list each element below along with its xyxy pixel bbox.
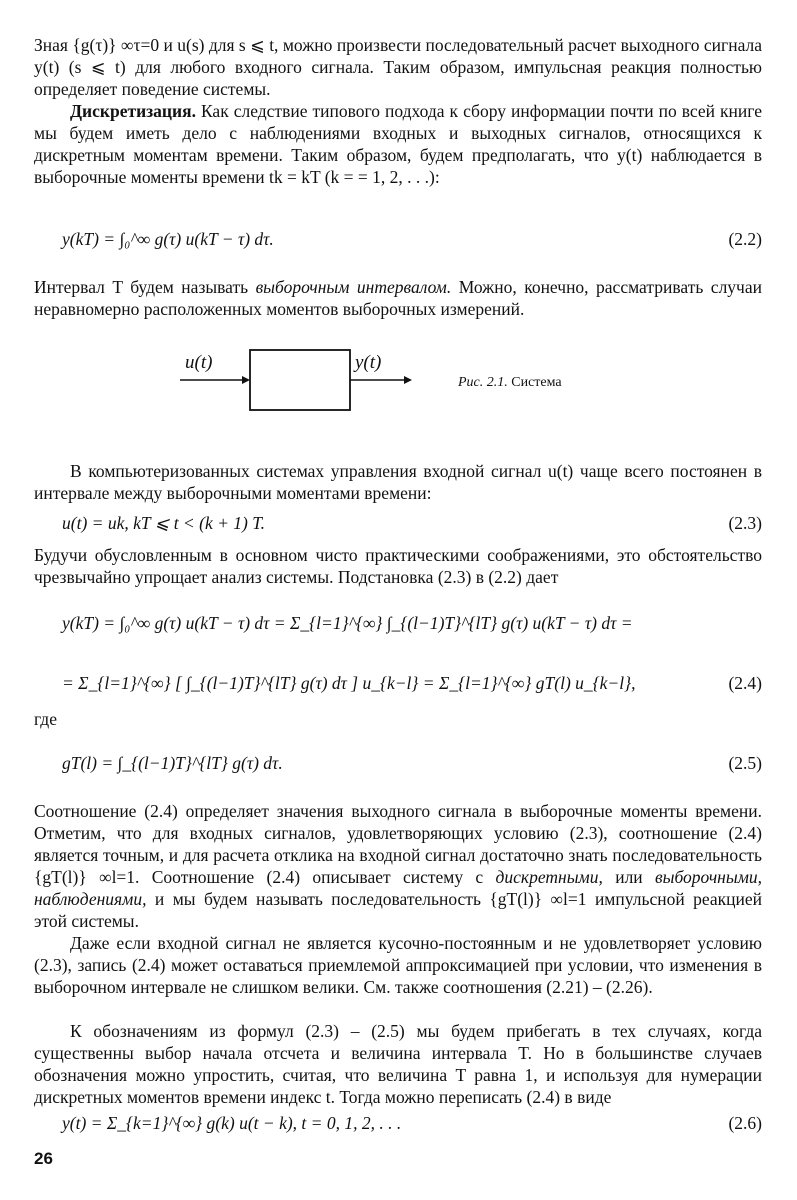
- paragraph-relation-2-4-b: и мы будем называть последовательность {gT(l)} ∞l=1 импульсной реакцией этой системы.: [34, 889, 762, 931]
- page-number: 26: [34, 1149, 53, 1168]
- equation-2-4-line-1: [62, 612, 762, 642]
- paragraph-notation: К обозначениям из формул (2.3) – (2.5) мы будем прибегать в тех случаях, когда существенны выбор начала отсчета и величина интервала T. Но в большинстве случаев обозначения можно упростить, считая, что величина T равна 1, и используя для нумерации дискретных моментов времени индекс t. Тогда можно переписать (2.4) в виде: [34, 1021, 762, 1107]
- paragraph-substitution: Будучи обусловленным в основном чисто практическими соображениями, это обстоятельство чрезвычайно упрощает анализ системы. Подстановка (2.3) в (2.2) дает: [34, 545, 762, 587]
- equation-2-5: [62, 752, 762, 782]
- system-block: [250, 350, 350, 410]
- equation-2-4-line-2: [62, 672, 762, 702]
- output-arrow-head: [404, 376, 412, 384]
- equation-2-4-number: (2.4): [728, 673, 762, 693]
- equation-2-3: [62, 512, 762, 542]
- paragraph-impulse-response: Зная {g(τ)} ∞τ=0 и u(s) для s ⩽ t, можно произвести последовательный расчет выходного сигнала y(t) (s ⩽ t) для любого входного сигнала. Таким образом, импульсная реакция полностью определяет поведение системы.: [34, 35, 762, 99]
- heading-discretization: Дискретизация.: [70, 101, 196, 121]
- figure-caption-prefix: Рис. 2.1.: [458, 375, 508, 390]
- input-arrow-head: [242, 376, 250, 384]
- equation-2-4-line-2-formula: = Σ_{l=1}^{∞} [ ∫_{(l−1)T}^{lT} g(τ) dτ ] u_{k−l} = Σ_{l=1}^{∞} gT(l) u_{k−l},: [62, 673, 636, 693]
- paragraph-sampling-interval-a: Интервал T будем называть: [34, 277, 249, 297]
- paragraph-relation-2-4: [34, 800, 762, 932]
- equation-2-6: [62, 1112, 762, 1142]
- equation-2-5-number: (2.5): [728, 753, 762, 773]
- input-signal-label: u(t): [185, 352, 213, 373]
- figure-caption-text: Система: [511, 375, 562, 390]
- equation-2-2-number: (2.2): [728, 229, 762, 249]
- paragraph-sampling-interval-b: Можно, конечно, рассматривать случаи неравномерно расположенных моментов выборочных измерений.: [34, 277, 762, 319]
- equation-2-3-formula: u(t) = uk, kT ⩽ t < (k + 1) T.: [62, 513, 266, 533]
- term-sampled-observations: выборочными, наблюдениями,: [34, 867, 763, 909]
- equation-2-5-formula: gT(l) = ∫_{(l−1)T}^{lT} g(τ) dτ.: [62, 753, 283, 773]
- word-or: или: [615, 867, 643, 887]
- paragraph-discretization-body: Как следствие типового подхода к сбору информации почти по всей книге мы будем иметь дело с наблюдениями входных и выходных сигналов, относящихся к дискретным моментам времени. Таким образом, будем предполагать, что y(t) наблюдается в выборочные моменты времени tk = kT (k = = 1, 2, . . .):: [34, 101, 763, 187]
- paragraph-computer-control: В компьютеризованных системах управления входной сигнал u(t) чаще всего постоянен в интервале между выборочными моментами времени:: [34, 461, 762, 503]
- where-label: где: [34, 709, 57, 729]
- paragraph-discretization: [34, 100, 762, 188]
- paragraph-relation-2-4-a: Соотношение (2.4) определяет значения выходного сигнала в выборочные моменты времени. Отметим, что для входных сигналов, удовлетворяющих условию (2.3), соотношение (2.4) является точным, и для расчета отклика на входной сигнал достаточно знать последовательность {gT(l)} ∞l=1. Соотношение (2.4) описывает систему с: [34, 801, 762, 887]
- output-signal-label: y(t): [355, 352, 382, 373]
- paragraph-approximation: Даже если входной сигнал не является кусочно-постоянным и не удовлетворяет условию (2.3), запись (2.4) может оставаться приемлемой аппроксимацией при условии, что изменения в выборочном интервале не слишком велики. См. также соотношения (2.21) – (2.26).: [34, 933, 762, 997]
- equation-2-3-number: (2.3): [728, 513, 762, 533]
- equation-2-4-line-1-formula: y(kT) = ∫₀^∞ g(τ) u(kT − τ) dτ = Σ_{l=1}^{∞} ∫_{(l−1)T}^{lT} g(τ) u(kT − τ) dτ =: [62, 613, 633, 633]
- equation-2-2-formula: y(kT) = ∫₀^∞ g(τ) u(kT − τ) dτ.: [62, 229, 274, 249]
- paragraph-sampling-interval: [34, 276, 762, 320]
- equation-2-6-formula: y(t) = Σ_{k=1}^{∞} g(k) u(t − k), t = 0, 1, 2, . . .: [62, 1113, 402, 1133]
- figure-caption: [458, 372, 562, 394]
- equation-2-6-number: (2.6): [728, 1113, 762, 1133]
- equation-2-2: [62, 228, 762, 258]
- term-discrete: дискретными,: [495, 867, 603, 887]
- term-sampling-interval: выборочным интервалом.: [255, 277, 452, 297]
